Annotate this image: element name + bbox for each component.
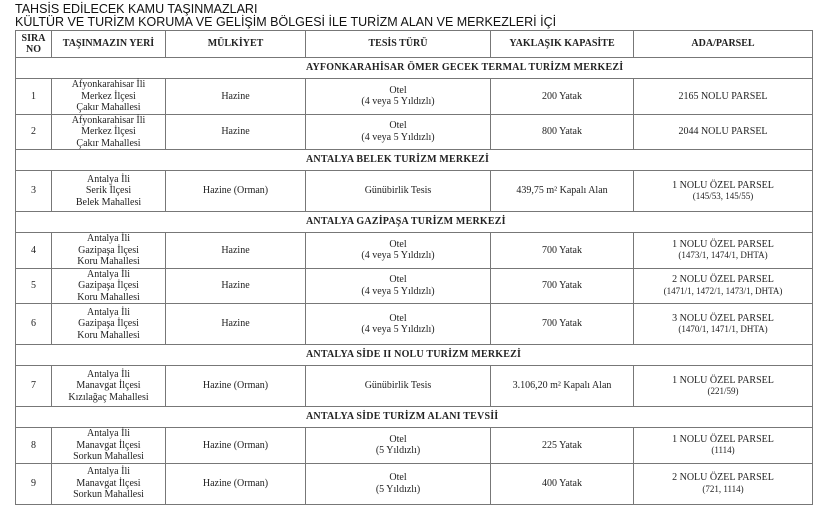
tesis-line: (4 veya 5 Yıldızlı) [361,131,435,143]
section-title: ANTALYA BELEK TURİZM MERKEZİ [16,150,813,171]
cell-no: 8 [16,428,52,464]
header-sira-line1: SIRA [21,32,46,44]
cell-no: 4 [16,233,52,269]
parsel-line: 2 NOLU ÖZEL PARSEL [672,274,774,286]
parsel-line: 3 NOLU ÖZEL PARSEL [672,312,774,324]
tesis-line: Otel [389,84,407,96]
cell-parsel [634,114,813,150]
title-line-2: KÜLTÜR VE TURİZM KORUMA VE GELİŞİM BÖLGESİ İLE TURİZM ALAN VE MERKEZLERİ İÇİ [15,15,557,29]
header-yer: TAŞINMAZIN YERİ [52,31,166,58]
section-title: ANTALYA GAZİPAŞA TURİZM MERKEZİ [16,212,813,233]
header-parsel: ADA/PARSEL [634,31,813,58]
cell-parsel [634,463,813,504]
tesis-line: (4 veya 5 Yıldızlı) [361,285,435,297]
cell-yer [52,366,166,407]
cell-yer [52,233,166,269]
table-row [16,463,813,504]
yer-line: Afyonkarahisar İli [71,114,146,126]
parsel-detail: (1471/1, 1472/1, 1473/1, DHTA) [663,285,783,296]
cell-tesis [306,463,491,504]
table-row [16,114,813,150]
yer-line: Manavgat İlçesi [76,439,141,451]
tesis-line: (5 Yıldızlı) [375,445,421,457]
tesis-line: (4 veya 5 Yıldızlı) [361,324,435,335]
table-row [16,171,813,212]
tesis-line: Otel [389,472,407,483]
cell-mulkiyet: Hazine [166,79,306,115]
yer-line: Antalya İli [86,466,131,478]
tesis-line: Otel [389,274,407,286]
cell-kapasite: 700 Yatak [491,304,634,345]
section-row [16,58,813,79]
parsel-detail: (1114) [711,445,735,456]
header-sira [16,31,52,58]
tesis-line: Günübirlik Tesis [364,185,432,197]
cell-tesis [306,304,491,345]
parsel-line: 1 NOLU ÖZEL PARSEL [672,179,774,191]
cell-kapasite: 700 Yatak [491,268,634,304]
cell-mulkiyet: Hazine [166,304,306,345]
cell-yer [52,463,166,504]
yer-line: Gazipaşa İlçesi [78,280,139,291]
tesis-line: (4 veya 5 Yıldızlı) [361,96,435,108]
yer-line: Afyonkarahisar İli [71,79,146,90]
table-row [16,366,813,407]
parsel-detail: (1473/1, 1474/1, DHTA) [678,250,768,261]
yer-line: Gazipaşa İlçesi [78,244,139,256]
cell-yer [52,171,166,212]
section-row [16,345,813,366]
cell-no: 5 [16,268,52,304]
yer-line: Kızılağaç Mahallesi [68,391,149,403]
cell-mulkiyet: Hazine (Orman) [166,366,306,407]
cell-mulkiyet: Hazine (Orman) [166,428,306,464]
cell-mulkiyet: Hazine [166,233,306,269]
cell-yer [52,304,166,345]
cell-no: 1 [16,79,52,115]
cell-parsel [634,304,813,345]
cell-parsel [634,366,813,407]
yer-line: Antalya İli [86,268,131,280]
table-row [16,233,813,269]
section-title: ANTALYA SİDE TURİZM ALANI TEVSİİ [16,407,813,428]
parsel-line: 1 NOLU ÖZEL PARSEL [672,238,774,250]
parsel-detail: (221/59) [707,386,739,396]
yer-line: Çakır Mahallesi [76,102,141,113]
tesis-line: (4 veya 5 Yıldızlı) [361,250,435,262]
tesis-line: Otel [389,120,407,132]
parsel-detail: (721, 1114) [702,483,744,494]
cell-kapasite: 800 Yatak [491,114,634,150]
cell-parsel [634,233,813,269]
cell-no: 2 [16,114,52,150]
cell-kapasite: 400 Yatak [491,463,634,504]
cell-mulkiyet: Hazine [166,268,306,304]
cell-yer [52,79,166,115]
cell-kapasite: 700 Yatak [491,233,634,269]
tesis-line: Otel [389,238,407,250]
cell-yer [52,268,166,304]
parsel-line: 2 NOLU ÖZEL PARSEL [672,472,774,483]
tesis-line: Otel [389,312,407,324]
cell-kapasite: 3.106,20 m² Kapalı Alan [491,366,634,407]
cell-no: 7 [16,366,52,407]
yer-line: Koru Mahallesi [77,256,140,267]
header-tesis: TESİS TÜRÜ [306,31,491,58]
cell-yer [52,114,166,150]
cell-parsel [634,268,813,304]
parsel-line: 1 NOLU ÖZEL PARSEL [672,374,774,386]
section-row [16,407,813,428]
table-row [16,428,813,464]
cell-yer [52,428,166,464]
property-table [15,30,813,505]
yer-line: Serik İlçesi [85,185,132,197]
yer-line: Belek Mahallesi [75,196,142,208]
cell-kapasite: 439,75 m² Kapalı Alan [491,171,634,212]
tesis-line: (5 Yıldızlı) [375,483,421,495]
parsel-detail: (145/53, 145/55) [692,191,754,201]
cell-parsel [634,79,813,115]
section-row [16,212,813,233]
header-sira-line2: NO [26,44,41,55]
cell-mulkiyet: Hazine [166,114,306,150]
table-row [16,268,813,304]
table-header [16,31,813,58]
header-mulkiyet: MÜLKİYET [166,31,306,58]
yer-line: Koru Mahallesi [77,291,140,303]
yer-line: Sorkun Mahallesi [73,489,144,501]
cell-no: 9 [16,463,52,504]
cell-tesis [306,233,491,269]
yer-line: Gazipaşa İlçesi [78,318,139,330]
cell-no: 6 [16,304,52,345]
cell-mulkiyet: Hazine (Orman) [166,171,306,212]
yer-line: Sorkun Mahallesi [73,451,144,462]
parsel-line: 2044 NOLU PARSEL [678,126,768,137]
yer-line: Manavgat İlçesi [76,380,141,392]
cell-tesis [306,268,491,304]
table-row [16,79,813,115]
cell-tesis [306,366,491,407]
cell-tesis [306,79,491,115]
header-kapasite: YAKLAŞIK KAPASİTE [491,31,634,58]
cell-mulkiyet: Hazine (Orman) [166,463,306,504]
cell-kapasite: 200 Yatak [491,79,634,115]
section-row [16,150,813,171]
cell-tesis [306,428,491,464]
cell-parsel [634,428,813,464]
tesis-line: Günübirlik Tesis [364,380,432,392]
yer-line: Antalya İli [86,173,131,185]
section-title: ANTALYA SİDE II NOLU TURİZM MERKEZİ [16,345,813,366]
cell-no: 3 [16,171,52,212]
yer-line: Merkez İlçesi [81,90,136,102]
yer-line: Koru Mahallesi [77,329,140,341]
parsel-line: 2165 NOLU PARSEL [678,90,768,102]
yer-line: Antalya İli [86,306,131,318]
tesis-line: Otel [389,433,407,445]
yer-line: Antalya İli [86,233,131,244]
yer-line: Antalya İli [86,368,131,380]
yer-line: Merkez İlçesi [81,126,136,137]
title-line-1: TAHSİS EDİLECEK KAMU TAŞINMAZLARI [15,2,258,16]
cell-parsel [634,171,813,212]
table-row [16,304,813,345]
cell-tesis [306,114,491,150]
parsel-line: 1 NOLU ÖZEL PARSEL [672,433,774,445]
cell-tesis [306,171,491,212]
parsel-detail: (1470/1, 1471/1, DHTA) [678,324,768,334]
cell-kapasite: 225 Yatak [491,428,634,464]
yer-line: Antalya İli [86,428,131,439]
yer-line: Manavgat İlçesi [76,477,141,489]
section-title: AYFONKARAHİSAR ÖMER GECEK TERMAL TURİZM MERKEZİ [16,58,813,79]
yer-line: Çakır Mahallesi [76,137,141,149]
